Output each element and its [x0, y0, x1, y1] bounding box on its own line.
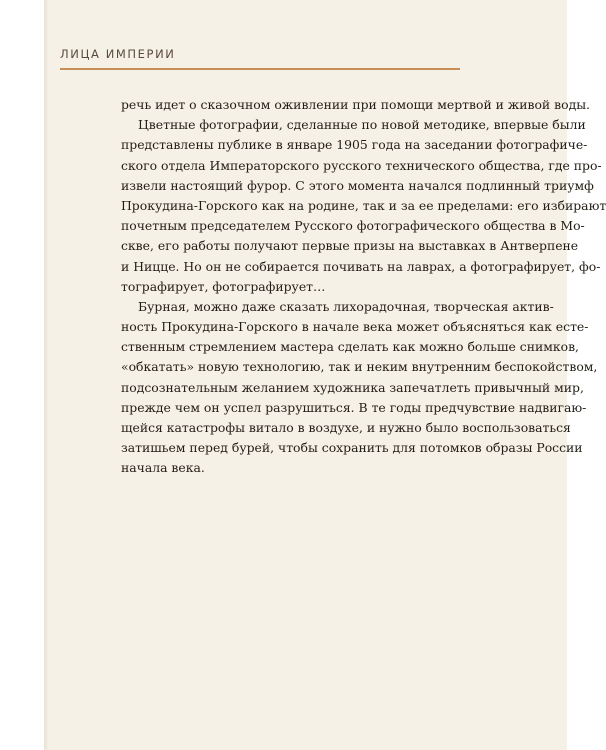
paragraph-2 — [121, 297, 598, 479]
header-rule — [60, 68, 460, 70]
text-line: и Ницце. Но он не собирается почивать на лаврах, а фотографирует, фо- — [121, 258, 601, 274]
text-line: Цветные фотографии, сделанные по новой методике, впервые были — [138, 117, 586, 133]
paragraph-1 — [121, 95, 606, 297]
text-line: Прокудина-Горского как на родине, так и за ее пределами: его избирают — [121, 197, 606, 213]
text-line: щейся катастрофы витало в воздухе, и нужно было воспользоваться — [121, 420, 571, 435]
text-line: начала века. — [121, 460, 205, 476]
text-line: речь идет о сказочном оживлении при помощи мертвой и живой воды. — [121, 97, 590, 112]
text-line: «обкатать» новую технологию, так и неким внутренним беспокойством, — [121, 359, 598, 375]
text-line: тографирует, фотографирует… — [121, 278, 326, 294]
body-text — [121, 95, 606, 479]
text-line: скве, его работы получают первые призы на выставках в Антверпене — [121, 238, 579, 254]
text-line: затишьем перед бурей, чтобы сохранить для потомков образы России — [121, 440, 583, 456]
text-line: Бурная, можно даже сказать лихорадочная, творческая актив- — [138, 298, 554, 314]
text-line: ского отдела Императорского русского технического общества, где про- — [121, 157, 602, 173]
text-line: прежде чем он успел разрушиться. В те годы предчувствие надвигаю- — [121, 399, 587, 415]
text-line: подсознательным желанием художника запечатлеть привычный мир, — [121, 379, 584, 395]
text-line: извели настоящий фурор. С этого момента начался подлинный триумф — [121, 177, 594, 193]
running-header-title: ЛИЦА ИМПЕРИИ — [60, 47, 176, 61]
text-line: почетным председателем Русского фотографического общества в Мо- — [121, 218, 585, 234]
text-line: ственным стремлением мастера сделать как можно больше снимков, — [121, 339, 579, 355]
text-line: представлены публике в январе 1905 года на заседании фотографиче- — [121, 137, 588, 153]
text-line: ность Прокудина-Горского в начале века может объясняться как есте- — [121, 319, 589, 335]
